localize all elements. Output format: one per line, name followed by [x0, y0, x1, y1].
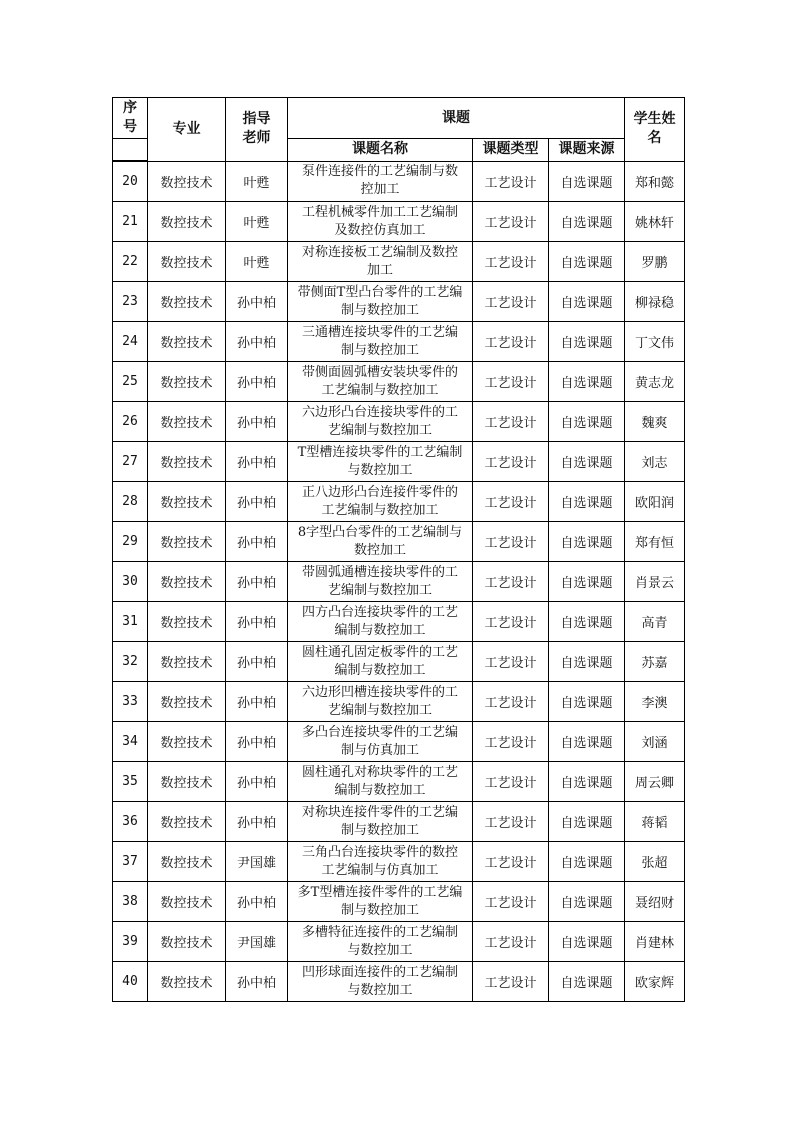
cell-title-line: 多T型槽连接件零件的工艺编 — [297, 884, 463, 900]
cell-title-line: 8字型凸台零件的工艺编制与 — [297, 524, 463, 540]
cell-no: 23 — [113, 282, 148, 322]
cell-source: 自选课题 — [549, 322, 625, 362]
cell-title-line: 多槽特征连接件的工艺编制 — [301, 924, 458, 940]
cell-advisor: 孙中柏 — [226, 762, 288, 802]
header-topic-type: 课题类型 — [473, 139, 549, 162]
cell-title-line: 工艺编制与数控加工 — [321, 502, 439, 518]
header-student-line2: 名 — [647, 130, 662, 147]
cell-type: 工艺设计 — [473, 282, 549, 322]
cell-type: 工艺设计 — [473, 962, 549, 1002]
table-header — [113, 98, 685, 162]
cell-source: 自选课题 — [549, 922, 625, 962]
table-row — [113, 602, 685, 642]
cell-advisor: 孙中柏 — [226, 722, 288, 762]
cell-advisor: 孙中柏 — [226, 282, 288, 322]
table-row — [113, 442, 685, 482]
cell-advisor: 孙中柏 — [226, 602, 288, 642]
header-topic: 课题 — [288, 98, 625, 139]
cell-major: 数控技术 — [148, 402, 226, 442]
cell-advisor: 孙中柏 — [226, 642, 288, 682]
cell-title-line: 六边形凸台连接块零件的工 — [301, 404, 458, 420]
cell-no: 21 — [113, 202, 148, 242]
cell-advisor: 孙中柏 — [226, 522, 288, 562]
cell-major: 数控技术 — [148, 482, 226, 522]
cell-advisor: 孙中柏 — [226, 322, 288, 362]
cell-title — [288, 202, 473, 242]
cell-title — [288, 682, 473, 722]
table-row — [113, 962, 685, 1002]
cell-no: 25 — [113, 362, 148, 402]
cell-title-line: 编制与数控加工 — [334, 782, 426, 798]
cell-source: 自选课题 — [549, 642, 625, 682]
cell-title-line: 制与数控加工 — [340, 302, 419, 318]
cell-title-line: 数控加工 — [353, 542, 406, 558]
topic-table — [112, 97, 685, 1002]
table-row — [113, 682, 685, 722]
cell-student: 郑有恒 — [625, 522, 685, 562]
table-row — [113, 282, 685, 322]
cell-title — [288, 842, 473, 882]
header-seq-line2: 号 — [123, 119, 137, 135]
table-row — [113, 802, 685, 842]
cell-source: 自选课题 — [549, 762, 625, 802]
header-major: 专业 — [148, 98, 226, 162]
cell-major: 数控技术 — [148, 362, 226, 402]
cell-title-line: 工程机械零件加工工艺编制 — [301, 204, 458, 220]
cell-title — [288, 282, 473, 322]
cell-source: 自选课题 — [549, 682, 625, 722]
cell-major: 数控技术 — [148, 682, 226, 722]
cell-title-line: 三通槽连接块零件的工艺编 — [301, 324, 458, 340]
cell-title-line: 对称连接板工艺编制及数控 — [301, 244, 458, 260]
cell-title — [288, 161, 473, 202]
cell-source: 自选课题 — [549, 842, 625, 882]
cell-title-line: 与数控加工 — [347, 942, 413, 958]
cell-major: 数控技术 — [148, 842, 226, 882]
cell-title — [288, 762, 473, 802]
cell-type: 工艺设计 — [473, 562, 549, 602]
cell-student: 张超 — [625, 842, 685, 882]
cell-type: 工艺设计 — [473, 402, 549, 442]
header-seq — [113, 98, 148, 139]
cell-major: 数控技术 — [148, 282, 226, 322]
cell-title — [288, 722, 473, 762]
cell-advisor: 孙中柏 — [226, 962, 288, 1002]
cell-title — [288, 322, 473, 362]
cell-title-line: 工艺编制与数控加工 — [321, 382, 439, 398]
table-row — [113, 762, 685, 802]
cell-advisor: 孙中柏 — [226, 682, 288, 722]
table-row — [113, 242, 685, 282]
cell-no: 40 — [113, 962, 148, 1002]
cell-student: 欧家辉 — [625, 962, 685, 1002]
cell-title — [288, 642, 473, 682]
cell-title-line: 控加工 — [360, 182, 400, 198]
cell-title-line: 加工 — [366, 262, 393, 278]
cell-title-line: 及数控仿真加工 — [334, 222, 426, 238]
cell-type: 工艺设计 — [473, 922, 549, 962]
cell-major: 数控技术 — [148, 322, 226, 362]
cell-advisor: 孙中柏 — [226, 802, 288, 842]
cell-title-line: 带圆弧通槽连接块零件的工 — [301, 564, 458, 580]
cell-type: 工艺设计 — [473, 802, 549, 842]
cell-advisor: 孙中柏 — [226, 362, 288, 402]
cell-no: 31 — [113, 602, 148, 642]
cell-no: 30 — [113, 562, 148, 602]
cell-title-line: 带侧面T型凸台零件的工艺编 — [297, 284, 463, 300]
cell-no: 33 — [113, 682, 148, 722]
table-body — [113, 161, 685, 1002]
cell-no: 36 — [113, 802, 148, 842]
cell-major: 数控技术 — [148, 442, 226, 482]
cell-title — [288, 922, 473, 962]
cell-advisor: 尹国雄 — [226, 842, 288, 882]
cell-title-line: 工艺编制与仿真加工 — [321, 862, 439, 878]
cell-student: 聂绍财 — [625, 882, 685, 922]
cell-source: 自选课题 — [549, 282, 625, 322]
table-row — [113, 482, 685, 522]
cell-no: 22 — [113, 242, 148, 282]
cell-student: 刘涵 — [625, 722, 685, 762]
cell-type: 工艺设计 — [473, 322, 549, 362]
cell-title-line: 多凸台连接块零件的工艺编 — [301, 724, 458, 740]
cell-student: 柳禄稳 — [625, 282, 685, 322]
cell-major: 数控技术 — [148, 522, 226, 562]
table-row — [113, 402, 685, 442]
cell-student: 姚林轩 — [625, 202, 685, 242]
cell-major: 数控技术 — [148, 882, 226, 922]
cell-no: 39 — [113, 922, 148, 962]
cell-title-line: 编制与数控加工 — [334, 662, 426, 678]
cell-advisor: 孙中柏 — [226, 562, 288, 602]
cell-title-line: 对称块连接件零件的工艺编 — [301, 804, 458, 820]
header-advisor-line1: 指导 — [242, 111, 271, 128]
cell-advisor: 孙中柏 — [226, 482, 288, 522]
cell-type: 工艺设计 — [473, 442, 549, 482]
cell-type: 工艺设计 — [473, 762, 549, 802]
table-row — [113, 642, 685, 682]
cell-source: 自选课题 — [549, 242, 625, 282]
cell-no: 37 — [113, 842, 148, 882]
cell-no: 32 — [113, 642, 148, 682]
cell-title — [288, 442, 473, 482]
table-row — [113, 522, 685, 562]
table-row — [113, 562, 685, 602]
cell-title-line: 与数控加工 — [347, 982, 413, 998]
cell-title-line: 三角凸台连接块零件的数控 — [301, 844, 458, 860]
cell-student: 丁文伟 — [625, 322, 685, 362]
cell-source: 自选课题 — [549, 562, 625, 602]
cell-advisor: 尹国雄 — [226, 922, 288, 962]
header-topic-name: 课题名称 — [288, 139, 473, 162]
header-seq-line1: 序 — [123, 100, 137, 116]
table-row — [113, 161, 685, 202]
cell-title-line: 凹形球面连接件的工艺编制 — [301, 964, 458, 980]
cell-title — [288, 802, 473, 842]
cell-type: 工艺设计 — [473, 882, 549, 922]
cell-no: 29 — [113, 522, 148, 562]
cell-title-line: 与数控加工 — [347, 462, 413, 478]
cell-student: 高青 — [625, 602, 685, 642]
cell-title-line: 编制与数控加工 — [334, 622, 426, 638]
cell-title-line: T型槽连接块零件的工艺编制 — [297, 444, 463, 460]
cell-type: 工艺设计 — [473, 682, 549, 722]
cell-no: 27 — [113, 442, 148, 482]
cell-major: 数控技术 — [148, 562, 226, 602]
cell-source: 自选课题 — [549, 962, 625, 1002]
header-topic-source: 课题来源 — [549, 139, 625, 162]
cell-title — [288, 482, 473, 522]
cell-type: 工艺设计 — [473, 362, 549, 402]
cell-student: 黄志龙 — [625, 362, 685, 402]
cell-no: 35 — [113, 762, 148, 802]
cell-student: 蒋韬 — [625, 802, 685, 842]
cell-type: 工艺设计 — [473, 602, 549, 642]
header-student-line1: 学生姓 — [633, 111, 676, 128]
cell-title — [288, 402, 473, 442]
cell-no: 20 — [113, 161, 148, 202]
cell-student: 郑和懿 — [625, 161, 685, 202]
cell-title — [288, 882, 473, 922]
cell-source: 自选课题 — [549, 882, 625, 922]
cell-student: 李澳 — [625, 682, 685, 722]
cell-major: 数控技术 — [148, 922, 226, 962]
cell-advisor: 叶甦 — [226, 242, 288, 282]
cell-advisor: 孙中柏 — [226, 882, 288, 922]
cell-source: 自选课题 — [549, 522, 625, 562]
header-row-top — [113, 98, 685, 139]
cell-source: 自选课题 — [549, 482, 625, 522]
cell-title-line: 六边形凹槽连接块零件的工 — [301, 684, 458, 700]
table-row — [113, 722, 685, 762]
cell-title-line: 圆柱通孔固定板零件的工艺 — [301, 644, 458, 660]
cell-no: 24 — [113, 322, 148, 362]
cell-title — [288, 562, 473, 602]
cell-type: 工艺设计 — [473, 642, 549, 682]
cell-major: 数控技术 — [148, 642, 226, 682]
cell-student: 周云卿 — [625, 762, 685, 802]
cell-student: 肖建林 — [625, 922, 685, 962]
cell-source: 自选课题 — [549, 442, 625, 482]
cell-no: 38 — [113, 882, 148, 922]
header-advisor — [226, 98, 288, 162]
cell-student: 刘志 — [625, 442, 685, 482]
cell-no: 34 — [113, 722, 148, 762]
cell-title-line: 带侧面圆弧槽安装块零件的 — [301, 364, 458, 380]
cell-no: 26 — [113, 402, 148, 442]
cell-major: 数控技术 — [148, 722, 226, 762]
cell-student: 肖景云 — [625, 562, 685, 602]
cell-type: 工艺设计 — [473, 482, 549, 522]
cell-title — [288, 602, 473, 642]
cell-title-line: 圆柱通孔对称块零件的工艺 — [301, 764, 458, 780]
cell-type: 工艺设计 — [473, 722, 549, 762]
cell-type: 工艺设计 — [473, 522, 549, 562]
cell-title — [288, 362, 473, 402]
cell-major: 数控技术 — [148, 802, 226, 842]
cell-title-line: 制与仿真加工 — [340, 742, 419, 758]
cell-type: 工艺设计 — [473, 202, 549, 242]
cell-source: 自选课题 — [549, 161, 625, 202]
cell-advisor: 叶甦 — [226, 161, 288, 202]
cell-source: 自选课题 — [549, 402, 625, 442]
table-row — [113, 842, 685, 882]
cell-source: 自选课题 — [549, 602, 625, 642]
cell-major: 数控技术 — [148, 602, 226, 642]
cell-major: 数控技术 — [148, 762, 226, 802]
cell-title-line: 制与数控加工 — [340, 342, 419, 358]
cell-source: 自选课题 — [549, 202, 625, 242]
table-row — [113, 322, 685, 362]
cell-major: 数控技术 — [148, 161, 226, 202]
cell-source: 自选课题 — [549, 722, 625, 762]
cell-title-line: 制与数控加工 — [340, 822, 419, 838]
cell-no: 28 — [113, 482, 148, 522]
cell-major: 数控技术 — [148, 202, 226, 242]
header-advisor-line2: 老师 — [242, 130, 271, 147]
cell-title-line: 正八边形凸台连接件零件的 — [301, 484, 458, 500]
cell-advisor: 孙中柏 — [226, 442, 288, 482]
cell-title-line: 制与数控加工 — [340, 902, 419, 918]
header-seq-gap — [113, 139, 148, 162]
cell-title — [288, 242, 473, 282]
cell-student: 欧阳润 — [625, 482, 685, 522]
table-row — [113, 882, 685, 922]
cell-title-line: 艺编制与数控加工 — [327, 702, 432, 718]
cell-type: 工艺设计 — [473, 161, 549, 202]
table-row — [113, 202, 685, 242]
table-row — [113, 362, 685, 402]
table-row — [113, 922, 685, 962]
cell-source: 自选课题 — [549, 362, 625, 402]
cell-title-line: 艺编制与数控加工 — [327, 422, 432, 438]
cell-title-line: 艺编制与数控加工 — [327, 582, 432, 598]
cell-major: 数控技术 — [148, 242, 226, 282]
cell-student: 苏嘉 — [625, 642, 685, 682]
cell-student: 罗鹏 — [625, 242, 685, 282]
cell-title-line: 四方凸台连接块零件的工艺 — [301, 604, 458, 620]
cell-type: 工艺设计 — [473, 842, 549, 882]
cell-type: 工艺设计 — [473, 242, 549, 282]
cell-title — [288, 962, 473, 1002]
header-student — [625, 98, 685, 162]
cell-title — [288, 522, 473, 562]
cell-source: 自选课题 — [549, 802, 625, 842]
cell-major: 数控技术 — [148, 962, 226, 1002]
cell-advisor: 孙中柏 — [226, 402, 288, 442]
cell-student: 魏爽 — [625, 402, 685, 442]
cell-advisor: 叶甦 — [226, 202, 288, 242]
cell-title-line: 泵件连接件的工艺编制与数 — [301, 164, 458, 180]
